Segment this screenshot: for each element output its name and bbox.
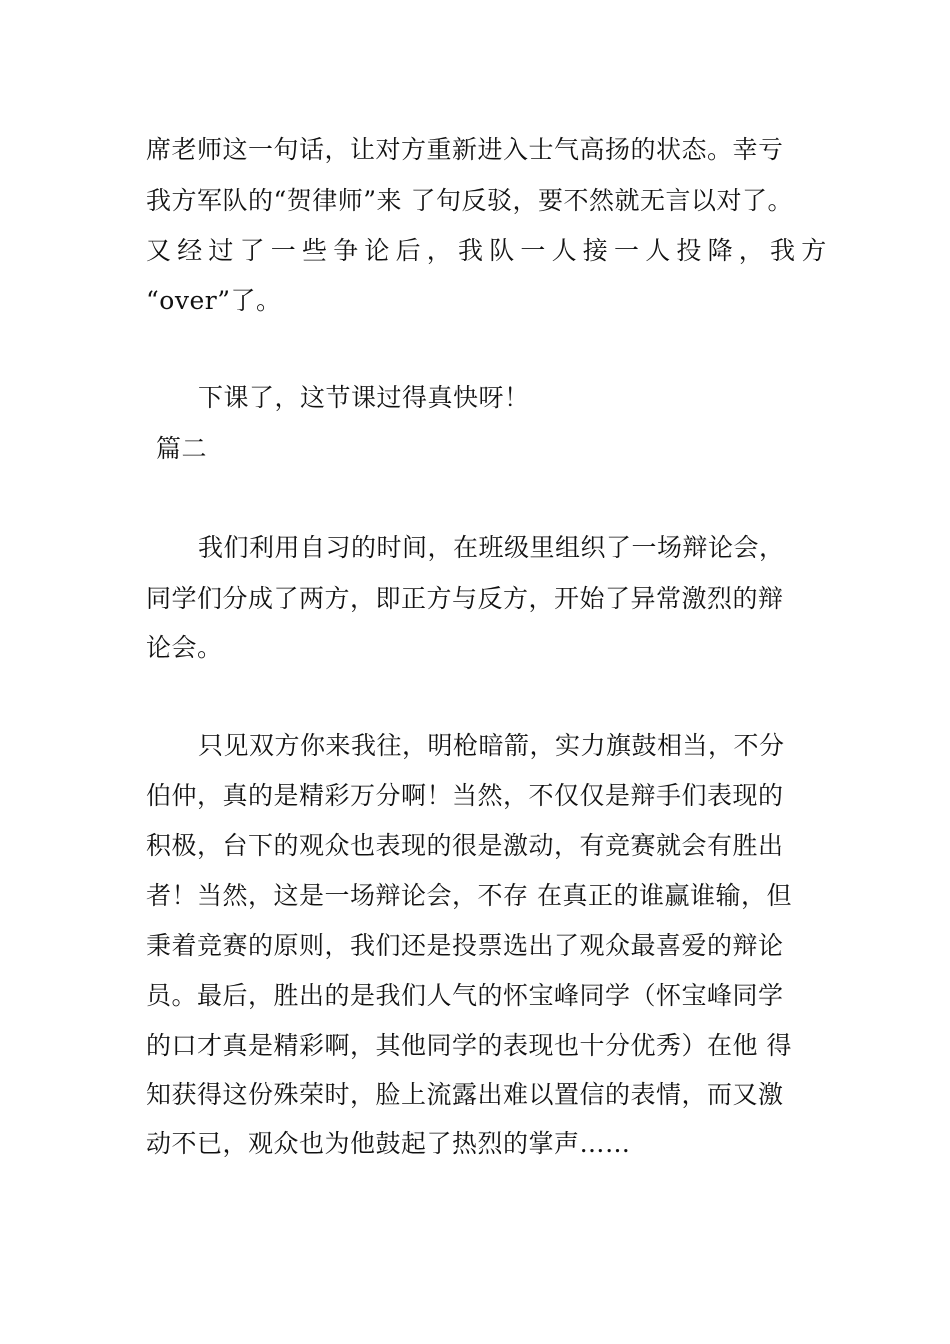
paragraph-3-line-3: 论会。 [146,633,223,662]
paragraph-2-line-1: 下课了，这节课过得真快呀！ [198,383,530,412]
paragraph-4-line-5: 秉着竞赛的原则，我们还是投票选出了观众最喜爱的辩论 [146,931,784,960]
paragraph-4-line-3: 积极，台下的观众也表现的很是激动，有竞赛就会有胜出 [146,831,784,860]
paragraph-1-line-2: 我方军队的“贺律师”来 了句反驳，要不然就无言以对了。 [146,186,794,215]
paragraph-3-line-1: 我们利用自习的时间，在班级里组织了一场辩论会， [198,533,785,562]
paragraph-4-line-1: 只见双方你来我往，明枪暗箭，实力旗鼓相当，不分 [198,731,785,760]
paragraph-1-line-4: “over”了。 [146,286,282,315]
paragraph-4-line-7: 的口才真是精彩啊，其他同学的表现也十分优秀）在他 得 [146,1031,792,1060]
paragraph-4-line-9: 动不已，观众也为他鼓起了热烈的掌声…… [146,1129,631,1158]
paragraph-4-line-4: 者！当然，这是一场辩论会，不存 在真正的谁赢谁输，但 [146,881,792,910]
paragraph-4-line-2: 伯仲，真的是精彩万分啊！当然，不仅仅是辩手们表现的 [146,781,784,810]
paragraph-1-line-3: 又经过了一些争论后，我队一人接一人投降，我方 [146,236,833,265]
paragraph-4-line-8: 知获得这份殊荣时，脸上流露出难以置信的表情，而又激 [146,1080,784,1109]
section-heading: 篇二 [156,434,208,463]
paragraph-4-line-6: 员。最后，胜出的是我们人气的怀宝峰同学（怀宝峰同学 [146,981,784,1010]
paragraph-1-line-1: 席老师这一句话，让对方重新进入士气高扬的状态。幸亏 [146,135,784,164]
paragraph-3-line-2: 同学们分成了两方，即正方与反方，开始了异常激烈的辩 [146,584,784,613]
